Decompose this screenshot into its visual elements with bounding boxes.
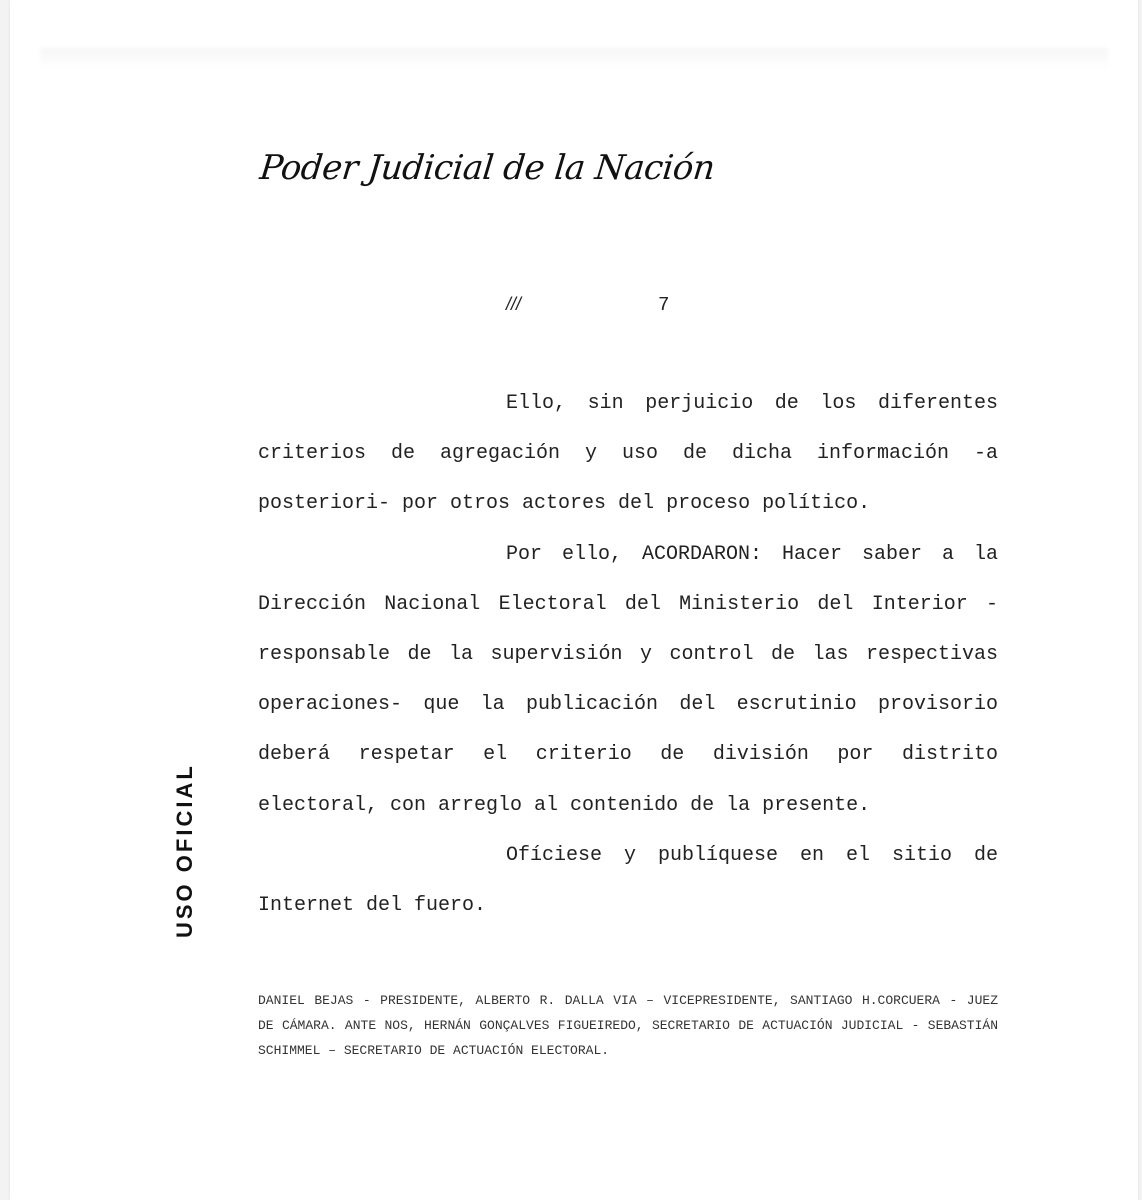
document-page (10, 0, 1138, 1200)
page-number: 7 (658, 294, 670, 316)
signatures-block: DANIEL BEJAS - PRESIDENTE, ALBERTO R. DALLA VIA – VICEPRESIDENTE, SANTIAGO H.CORCUERA - JUEZ DE CÁMARA. ANTE NOS, HERNÁN GONÇALVES FIGUEIREDO, SECRETARIO DE ACTUACIÓN JUDICIAL - SEBASTIÁN SCHIMMEL – SECRETARIO DE ACTUACIÓN ELECTORAL. (258, 993, 998, 1058)
continuation-marker: /// (506, 294, 522, 314)
court-header: Poder Judicial de la Nación (257, 148, 717, 188)
paragraph-3: Ofíciese y publíquese en el sitio de Internet del fuero. (258, 843, 998, 918)
paragraph-2: Por ello, ACORDARON: Hacer saber a la Dirección Nacional Electoral del Ministerio del Interior -responsable de la supervisión y control de las respectivas operaciones- que la publicación del escrutinio provisorio deberá respetar el criterio de división por distrito electoral, con arreglo al contenido de la presente. (258, 542, 998, 817)
paragraph-1: Ello, sin perjuicio de los diferentes criterios de agregación y uso de dicha información -a posteriori- por otros actores del proceso político. (258, 392, 998, 516)
page-top-shadow (40, 48, 1108, 70)
document-body (258, 379, 998, 931)
uso-oficial-stamp: USO OFICIAL (172, 763, 197, 938)
